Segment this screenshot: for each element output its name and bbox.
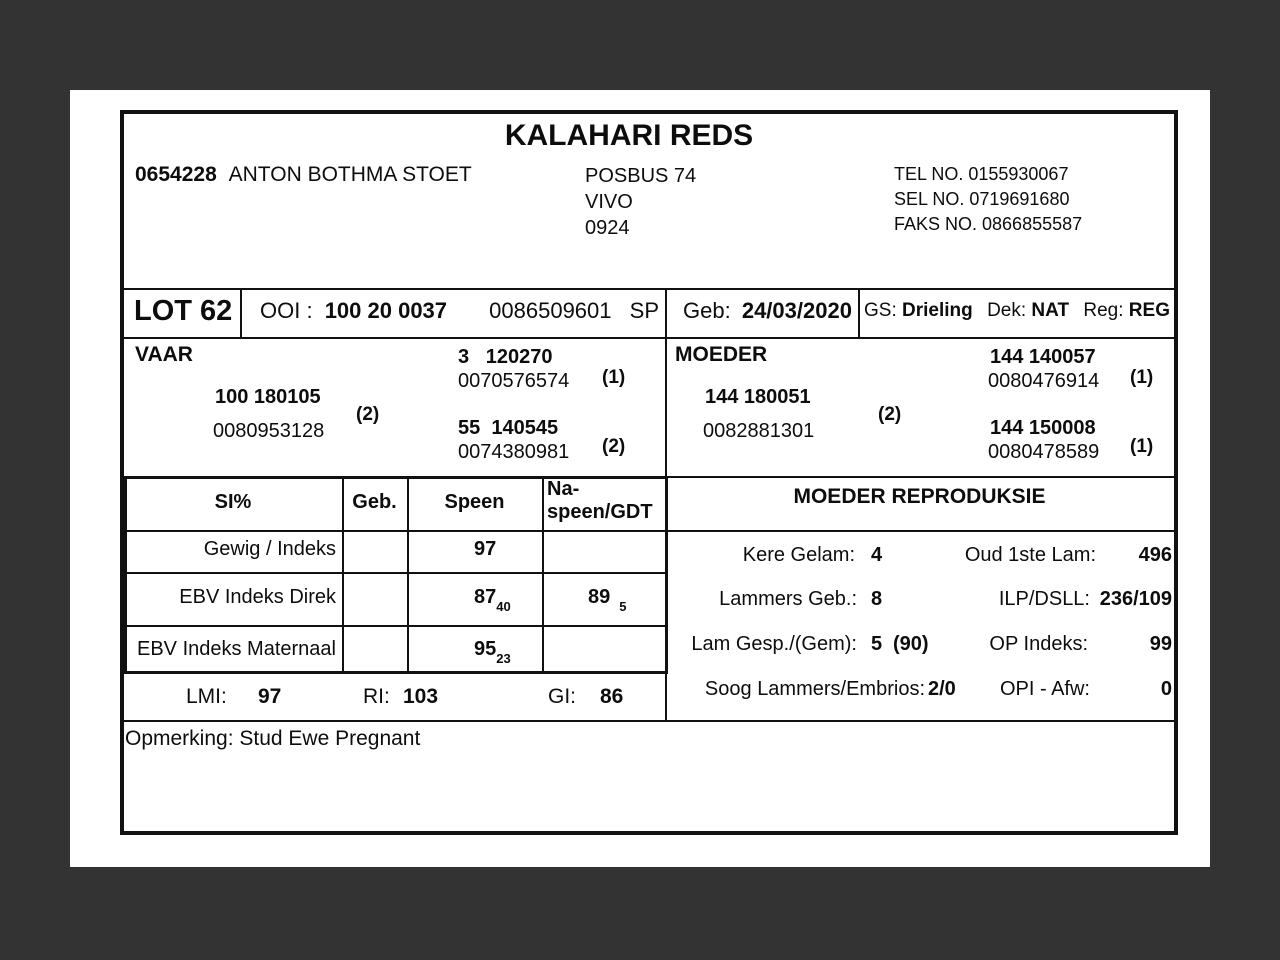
repro-top-line: [665, 476, 1174, 478]
si-col-header: SI%: [214, 491, 252, 513]
geb-label: Geb:: [683, 298, 731, 323]
accuracy-subscript: 40: [496, 599, 511, 614]
page-title: KALAHARI REDS: [504, 119, 754, 152]
si-row-line-1: [124, 572, 668, 574]
dam-gp1-reg: 0080476914: [988, 370, 1100, 392]
sel-line: SEL NO. 0719691680: [894, 189, 1070, 209]
sire-reg: 0080953128: [213, 420, 325, 442]
si-row-label: EBV Indeks Maternaal: [137, 638, 336, 660]
birthdate-cell: [683, 298, 852, 324]
animal-id-line: [260, 298, 659, 324]
animal-id: 100 20 0037: [324, 298, 448, 323]
repro-extra-value: (90): [893, 633, 929, 655]
repro-value: 236/109: [1099, 588, 1172, 610]
sire-gp2-note: (2): [602, 436, 626, 457]
address-line: 0924: [585, 217, 630, 239]
contact-block: [894, 162, 1082, 237]
si-row-speen-value: $95_{23}$: [474, 638, 511, 666]
si-row-speen-value: 97: [474, 538, 497, 560]
sire-gp1-id: 3 120270: [458, 346, 553, 368]
lmi-value: 97: [258, 685, 282, 708]
dek-pair: [987, 300, 1069, 322]
dam-reg: 0082881301: [703, 420, 815, 442]
si-header-underline: [124, 530, 668, 532]
sire-gp1-reg: 0070576574: [458, 370, 570, 392]
address-block: [585, 163, 696, 241]
dek-value: NAT: [1031, 300, 1070, 321]
dam-gp1-id: 144 140057: [990, 346, 1096, 368]
repro-value: 4: [871, 544, 883, 566]
gs-label: GS:: [864, 300, 897, 321]
member-number: 0654228: [135, 163, 217, 186]
reg-pair: [1083, 300, 1170, 322]
repro-label: OP Indeks:: [989, 633, 1088, 655]
remark-text: Opmerking: Stud Ewe Pregnant: [125, 727, 421, 750]
gs-pair: [864, 300, 973, 322]
lot-cell-divider: [240, 288, 242, 337]
sire-note: (2): [356, 404, 380, 425]
catalog-page: [70, 90, 1210, 867]
repro-section-title: MOEDER REPRODUKSIE: [793, 485, 1046, 508]
geb-col-header: Geb.: [352, 491, 397, 513]
sire-gp2-id: 55 140545: [458, 417, 559, 439]
gs-value: Drieling: [902, 300, 973, 321]
repro-row: [665, 678, 1174, 704]
si-row-naspeen-value: 89 $_5$: [588, 586, 627, 614]
lot-row-top-line: [124, 288, 1174, 290]
sire-id: 100 180105: [215, 386, 321, 408]
repro-value: 99: [1149, 633, 1172, 655]
status-cell: [864, 300, 1170, 322]
lmi-label: LMI:: [186, 685, 227, 708]
sire-section-heading: VAAR: [135, 343, 193, 366]
si-row-label: Gewig / Indeks: [203, 538, 336, 560]
dam-gp2-id: 144 150008: [990, 417, 1096, 439]
sire-gp1-note: (1): [602, 367, 626, 388]
repro-row: [665, 633, 1174, 659]
si-row-label: EBV Indeks Direk: [179, 586, 336, 608]
reg-value: REG: [1128, 300, 1170, 321]
repro-label: Oud 1ste Lam:: [964, 544, 1096, 566]
gi-label: GI:: [548, 685, 577, 708]
reg-label: Reg:: [1083, 300, 1124, 321]
dam-gp1-note: (1): [1130, 367, 1154, 388]
repro-label: Soog Lammers/Embrios:: [704, 678, 925, 700]
si-row-line-2: [124, 625, 668, 627]
stud-name: ANTON BOTHMA STOET: [228, 163, 472, 186]
breeder-line: [135, 163, 472, 188]
repro-label: Lam Gesp./(Gem):: [691, 633, 857, 655]
dam-section-heading: MOEDER: [675, 343, 768, 366]
repro-label: Lammers Geb.:: [719, 588, 857, 610]
dam-gp2-reg: 0080478589: [988, 441, 1100, 463]
address-line: VIVO: [585, 191, 633, 213]
ri-value: 103: [403, 685, 439, 708]
si-col-line-3: [542, 476, 544, 674]
lot-card: [120, 110, 1178, 835]
repro-value: 0: [1160, 678, 1172, 700]
repro-value: 5: [871, 633, 883, 655]
repro-label: Kere Gelam:: [742, 544, 855, 566]
repro-row: [665, 588, 1174, 614]
accuracy-subscript: 5: [619, 599, 627, 614]
repro-row: [665, 544, 1174, 570]
birth-date: 24/03/2020: [741, 298, 852, 323]
dam-id: 144 180051: [705, 386, 811, 408]
lot-row-bottom-line: [124, 337, 1174, 339]
repro-value: 2/0: [928, 678, 956, 700]
accuracy-subscript: 23: [496, 651, 511, 666]
speen-col-header: Speen: [444, 491, 505, 513]
registration-number: 0086509601: [489, 298, 612, 323]
sire-gp2-reg: 0074380981: [458, 441, 570, 463]
faks-line: FAKS NO. 0866855587: [894, 214, 1083, 234]
repro-value: 496: [1138, 544, 1172, 566]
repro-title-underline: [665, 530, 1174, 532]
remark-top-line: [124, 720, 1174, 722]
dam-note: (2): [878, 404, 902, 425]
naspeen-col-header: Na- speen/GDT: [547, 478, 653, 523]
dam-gp2-note: (1): [1130, 436, 1154, 457]
tel-line: TEL NO. 0155930067: [894, 164, 1069, 184]
dek-label: Dek:: [987, 300, 1027, 321]
repro-value: 8: [871, 588, 883, 610]
sp-flag: SP: [629, 298, 659, 323]
lot-number: LOT 62: [134, 295, 233, 327]
repro-label: ILP/DSLL:: [998, 588, 1090, 610]
address-line: POSBUS 74: [585, 165, 697, 187]
si-row-speen-value: $87_{40}$: [474, 586, 511, 614]
geb-gs-divider: [858, 288, 860, 337]
sex-label: OOI :: [260, 298, 313, 323]
repro-label: OPI - Afw:: [999, 678, 1090, 700]
ri-label: RI:: [363, 685, 390, 708]
gi-value: 86: [600, 685, 624, 708]
